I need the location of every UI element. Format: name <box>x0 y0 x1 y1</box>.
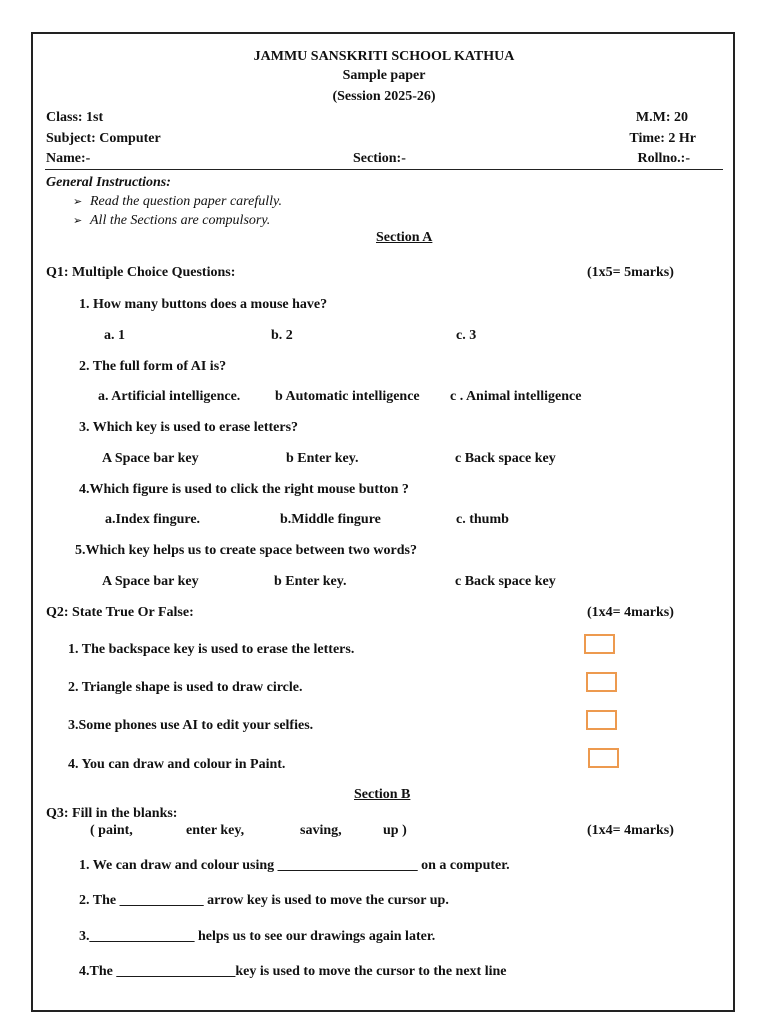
word-bank-item: enter key, <box>186 823 245 838</box>
mcq-option: c Back space key <box>455 451 556 466</box>
word-bank-item: up ) <box>383 823 407 838</box>
q3-title: Q3: Fill in the blanks: <box>46 806 178 821</box>
mcq-option: b. 2 <box>271 328 293 343</box>
mcq-option: A Space bar key <box>102 574 199 589</box>
true-false-statement: 1. The backspace key is used to erase the letters. <box>68 642 355 657</box>
mcq-option: c. thumb <box>456 512 509 527</box>
instruction-item: Read the question paper carefully. <box>90 194 282 209</box>
max-marks-label: M.M: 20 <box>635 110 688 125</box>
mcq-option: a.Index fingure. <box>105 512 201 527</box>
answer-box[interactable] <box>584 634 615 654</box>
true-false-statement: 4. You can draw and colour in Paint. <box>68 757 286 772</box>
time-label: Time: 2 Hr <box>629 131 696 146</box>
mcq-question: 5.Which key helps us to create space between two words? <box>75 543 417 558</box>
mcq-option: a. 1 <box>104 328 125 343</box>
header-divider <box>45 169 723 170</box>
mcq-question: 3. Which key is used to erase letters? <box>79 420 299 435</box>
word-bank-item: ( paint, <box>90 823 133 838</box>
q2-marks: (1x4= 4marks) <box>587 605 674 620</box>
section-a-title: Section A <box>376 230 433 245</box>
arrow-bullet-icon: ➢ <box>73 215 83 227</box>
mcq-question: 1. How many buttons does a mouse have? <box>79 297 328 312</box>
instructions-heading: General Instructions: <box>46 175 171 190</box>
mcq-option: b.Middle fingure <box>280 512 381 527</box>
mcq-question: 4.Which figure is used to click the right mouse button ? <box>79 482 409 497</box>
section-field-label: Section:- <box>353 151 406 166</box>
mcq-option: c. 3 <box>456 328 477 343</box>
fill-blank-sentence: 2. The ____________ arrow key is used to move the cursor up. <box>79 893 449 908</box>
mcq-option: b Enter key. <box>274 574 347 589</box>
answer-box[interactable] <box>588 748 619 768</box>
fill-blank-sentence: 3._______________ helps us to see our drawings again later. <box>79 929 436 944</box>
mcq-option: A Space bar key <box>102 451 199 466</box>
q2-title: Q2: State True Or False: <box>46 605 194 620</box>
mcq-option: b Automatic intelligence <box>275 389 420 404</box>
instruction-item: All the Sections are compulsory. <box>90 213 271 228</box>
subject-label: Subject: Computer <box>46 131 161 146</box>
session-label: (Session 2025-26) <box>332 89 436 104</box>
q3-marks: (1x4= 4marks) <box>587 823 674 838</box>
fill-blank-sentence: 1. We can draw and colour using ____________________ on a computer. <box>79 858 510 873</box>
true-false-statement: 2. Triangle shape is used to draw circle. <box>68 680 303 695</box>
word-bank-item: saving, <box>300 823 342 838</box>
q1-title: Q1: Multiple Choice Questions: <box>46 265 236 280</box>
mcq-question: 2. The full form of AI is? <box>79 359 227 374</box>
section-b-title: Section B <box>354 787 411 802</box>
mcq-option: c Back space key <box>455 574 556 589</box>
school-name: JAMMU SANSKRITI SCHOOL KATHUA <box>253 49 515 64</box>
answer-box[interactable] <box>586 710 617 730</box>
true-false-statement: 3.Some phones use AI to edit your selfies. <box>68 718 314 733</box>
name-field-label: Name:- <box>46 151 91 166</box>
mcq-option: b Enter key. <box>286 451 359 466</box>
class-label: Class: 1st <box>46 110 104 125</box>
answer-box[interactable] <box>586 672 617 692</box>
paper-title: Sample paper <box>342 68 426 83</box>
mcq-option: a. Artificial intelligence. <box>98 389 241 404</box>
mcq-option: c . Animal intelligence <box>450 389 582 404</box>
q1-marks: (1x5= 5marks) <box>587 265 674 280</box>
arrow-bullet-icon: ➢ <box>73 196 83 208</box>
fill-blank-sentence: 4.The _________________key is used to move the cursor to the next line <box>79 964 507 979</box>
rollno-field-label: Rollno.:- <box>637 151 690 166</box>
